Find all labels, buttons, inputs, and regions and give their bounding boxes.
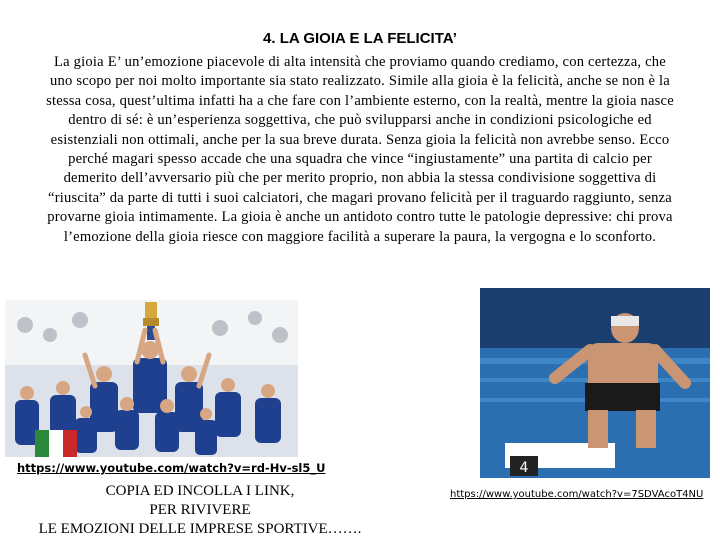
block-number: 4 [519,460,529,476]
caption-line-1: COPIA ED INCOLLA I LINK, [105,483,295,499]
caption-line-3: LE EMOZIONI DELLE IMPRESE SPORTIVE……. [38,521,362,537]
body-paragraph: La gioia E’ un’emozione piacevole di alta intensità che proviamo quando crediamo, con certezza, che uno scopo per noi molto importante sia stato realizzato. Simile alla gioia è la felicità, anche se non è la stessa cosa, quest’ultima infatti ha a che fare con l’ambiente esterno, con la realtà, mentre la gioia nasce dentro di sé: è un’esperienza soggettiva, che può svilupparsi anche in condizioni psicologiche ed esistenziali non ottimali, anche per la sua breve durata. Senza gioia la felicità non avrebbe senso. Ecco perché magari spesso accade che una squadra che vince “ingiustamente” una partita di calcio per demerito dell’avversario più che per merito proprio, non abbia la stessa condivisione soggettiva di “riuscita” da parte di tutti i suoi calciatori, che magari provano felicità per il traguardo raggiunto, senza provarne gioia intimamente. La gioia è anche un antidoto contro tutte le patologie depressive: chi prova l’emozione della gioia riesce con maggiore facilità a superare la paura, la vergogna e lo sconforto. [46,54,674,245]
swimmer-photo [480,288,710,478]
caption-line-2: PER RIVIVERE [149,502,251,518]
caption [0,482,400,539]
youtube-link-swimming[interactable]: https://www.youtube.com/watch?v=7SDVAcoT4NU [450,489,704,500]
youtube-link-football[interactable]: https://www.youtube.com/watch?v=rd-Hv-sl5_U [17,461,326,475]
slide-title: 4. LA GIOIA E LA FELICITA’ [263,30,457,47]
football-team-photo [5,300,298,457]
